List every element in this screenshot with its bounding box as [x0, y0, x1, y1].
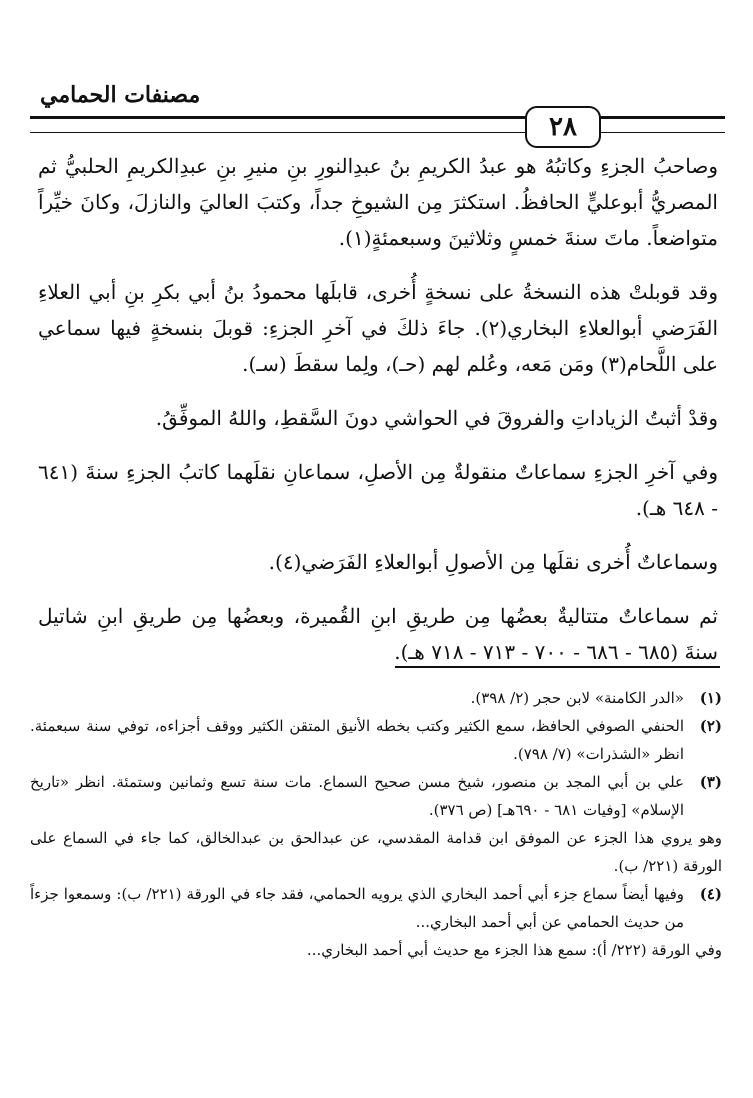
page-number: ٢٨: [525, 106, 601, 148]
footnote-number: (٢): [699, 717, 722, 735]
running-title: مصنفات الحمامي: [40, 82, 201, 108]
footnote-number: (١): [699, 689, 722, 707]
footnotes: [30, 684, 722, 964]
page-header: [0, 0, 753, 150]
footnote-separator: [395, 666, 720, 668]
footnote-3: [30, 768, 722, 824]
footnote-text: وفيها أيضاً سماع جزء أبي أحمد البخاري الذي يرويه الحمامي، فقد جاء في الورقة (٢٢١/ ب): وسمعوا جزءاً من حديث الحمامي عن أبي أحمد البخاري...: [30, 885, 685, 931]
footnote-2: [30, 712, 722, 768]
paragraph-5: وسماعاتٌ أُخرى نقلَها مِن الأصولِ أبوالعلاءِ الفَرَضي(٤).: [268, 550, 718, 574]
paragraph-4: وفي آخرِ الجزءِ سماعاتٌ منقولةٌ مِن الأصلِ، سماعانِ نقلَهما كاتبُ الجزءِ سنةَ (٦٤١ - ٦٤٨ هـ).: [38, 460, 718, 520]
footnote-number: (٣): [699, 773, 722, 791]
footnote-text: الحنفي الصوفي الحافظ، سمع الكثير وكتب بخطه الأنيق المتقن الكثير ووقف أجزاءه، توفي سنة سبعمئة. انظر «الشذرات» (٧/ ٧٩٨).: [30, 717, 684, 763]
footnote-number: (٤): [699, 885, 722, 903]
header-rule-thick: [30, 116, 725, 119]
footnote-1: [30, 684, 722, 712]
main-text: [38, 148, 718, 688]
paragraph-3: وقدْ أثبتُ الزياداتِ والفروقَ في الحواشي دونَ السَّقطِ، واللهُ الموفِّقُ.: [155, 406, 718, 430]
footnote-text: علي بن أبي المجد بن منصور، شيخ مسن صحيح السماع. مات سنة تسع وثمانين وستمئة. انظر «تاريخ الإسلام» [وفيات ٦٨١ - ٦٩٠هـ] (ص ٣٧٦).: [30, 773, 684, 819]
footnote-4-continuation: وفي الورقة (٢٢٢/ أ): سمع هذا الجزء مع حديث أبي أحمد البخاري...: [306, 941, 722, 959]
paragraph-6: ثم سماعاتٌ متتاليةٌ بعضُها مِن طريقِ ابنِ القُميرة، وبعضُها مِن طريقِ ابنِ شاتيل سنةَ (٦٨٥ - ٦٨٦ - ٧٠٠ - ٧١٣ - ٧١٨ هـ).: [38, 604, 718, 664]
paragraph-2: وقد قوبلتْ هذه النسخةُ على نسخةٍ أُخرى، قابلَها محمودُ بنُ أبي بكرِ بنِ أبي العلاءِ الفَرَضي أبوالعلاءِ البخاري(٢). جاءَ ذلكَ في آخرِ الجزءِ: قوبلَ بنسخةٍ فيها سماعي على اللَّحام(٣) ومَن مَعه، وعُلم لهم (حـ)، ولِما سقطَ (سـ).: [38, 280, 718, 376]
footnote-text: «الدر الكامنة» لابن حجر (٢/ ٣٩٨).: [470, 689, 684, 707]
header-rule-thin: [30, 132, 725, 133]
footnote-3-continuation: وهو يروي هذا الجزء عن الموفق ابن قدامة المقدسي، عن عبدالحق بن عبدالخالق، كما جاء في السماع على الورقة (٢٢١/ ب).: [30, 829, 722, 875]
footnote-4: [30, 880, 722, 936]
paragraph-1: وصاحبُ الجزءِ وكاتبُهُ هو عبدُ الكريمِ بنُ عبدِالنورِ بنِ منيرِ بنِ عبدِالكريمِ الحلبيُّ ثم المصريُّ أبوعليٍّ الحافظُ. استكثرَ مِن الشيوخِ جداً، وكتبَ العاليَ والنازلَ، وكانَ خيِّراً متواضعاً. ماتَ سنةَ خمسٍ وثلاثينَ وسبعمئةٍ(١).: [38, 154, 718, 250]
